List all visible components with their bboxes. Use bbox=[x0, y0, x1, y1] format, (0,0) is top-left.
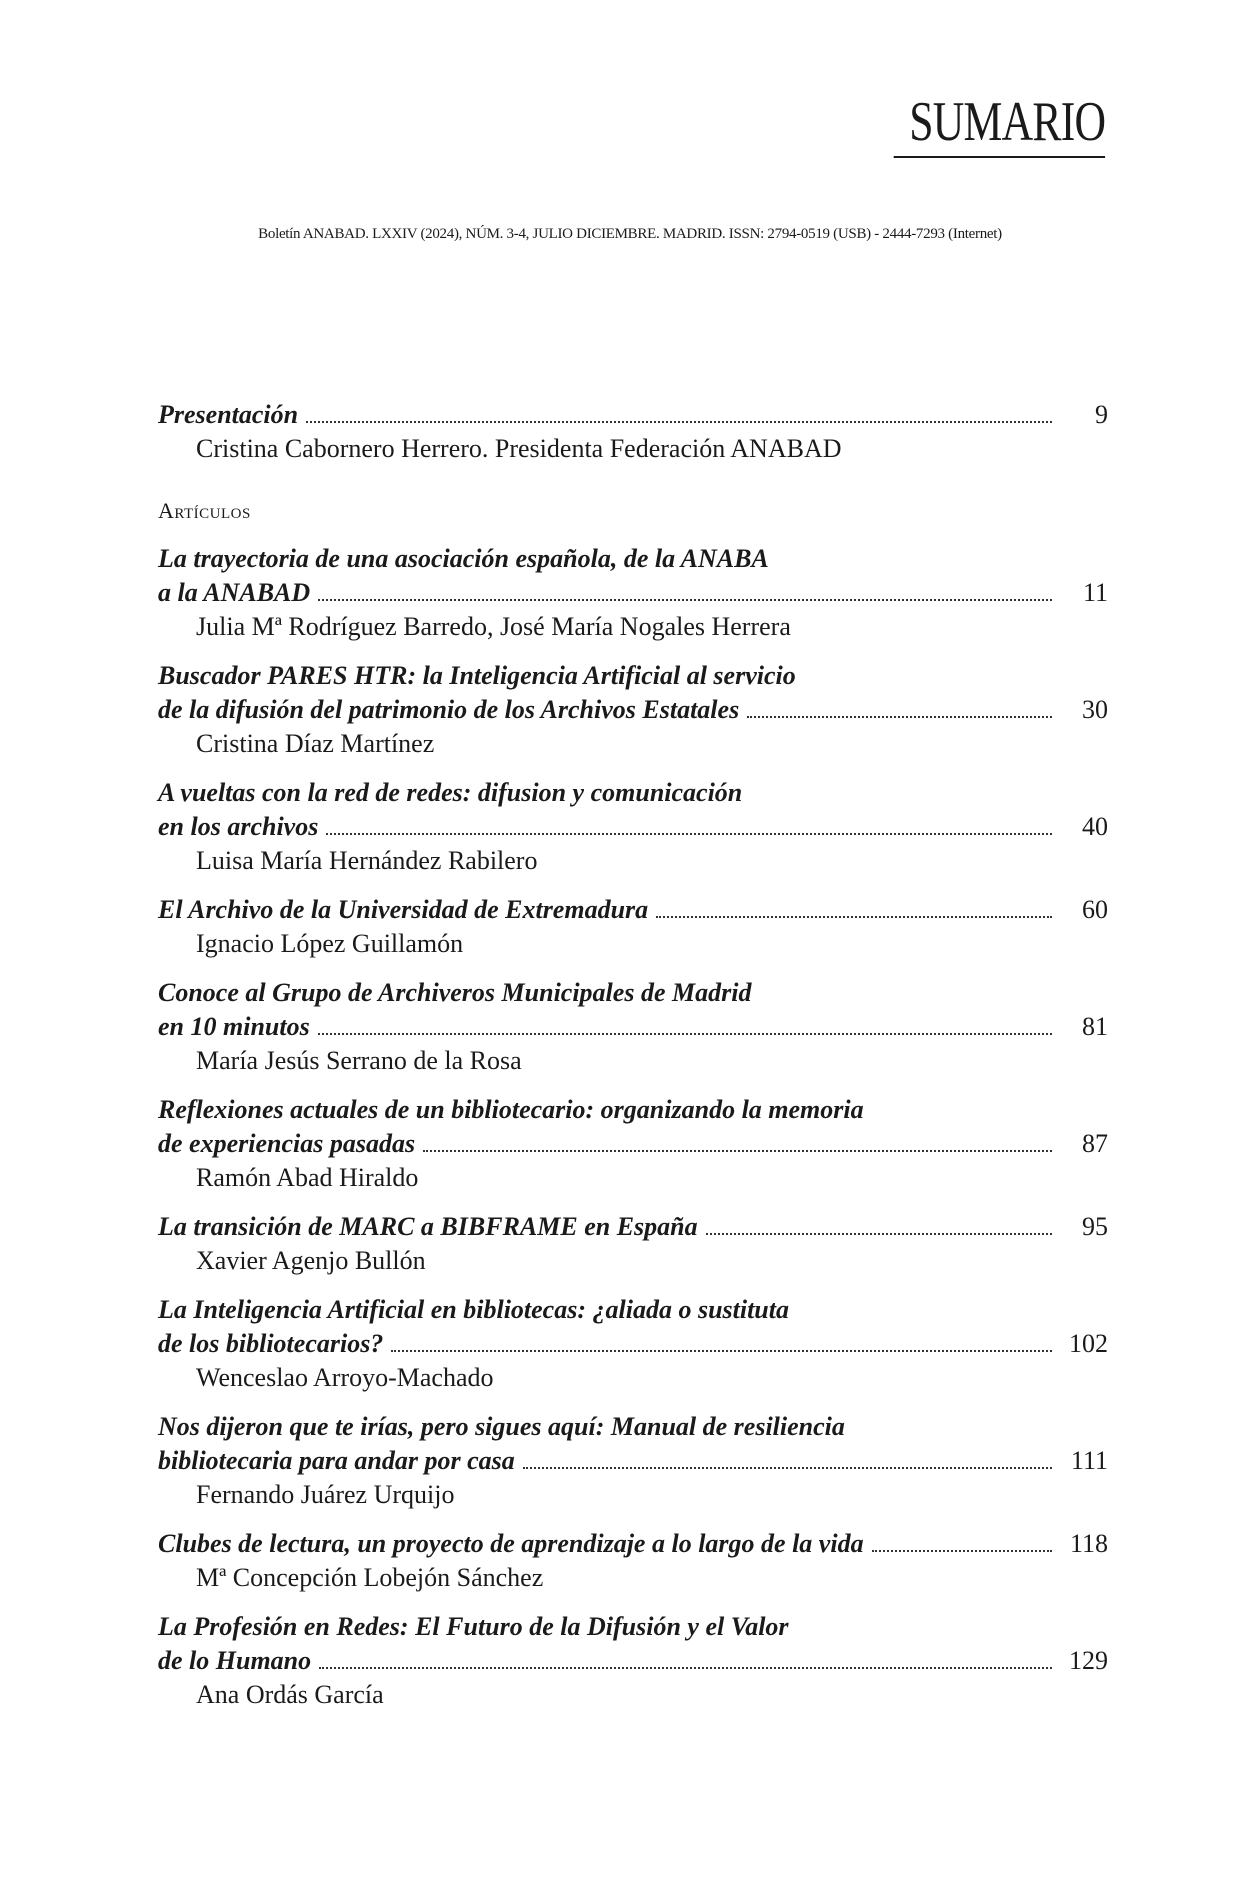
dot-leader bbox=[319, 1645, 1052, 1669]
page-number: 111 bbox=[1070, 1446, 1108, 1475]
entry-author: Ramón Abad Hiraldo bbox=[196, 1163, 419, 1192]
page-title: SUMARIO bbox=[893, 92, 1105, 158]
dot-leader bbox=[306, 399, 1052, 423]
entry-title-line: La transición de MARC a BIBFRAME en España bbox=[158, 1212, 698, 1241]
page-number: 9 bbox=[1095, 400, 1108, 429]
entry-title-row bbox=[158, 810, 1108, 844]
toc-entry[interactable] bbox=[158, 542, 1108, 644]
entry-title-line: La trayectoria de una asociación española, de la ANABA bbox=[158, 544, 769, 573]
entry-title-row bbox=[158, 893, 1108, 927]
dot-leader bbox=[326, 811, 1052, 835]
entry-title-line: La Inteligencia Artificial en bibliotecas: ¿aliada o sustituta bbox=[158, 1295, 789, 1324]
page-number: 129 bbox=[1069, 1646, 1108, 1675]
toc-entry[interactable] bbox=[158, 776, 1108, 878]
entry-title-line: El Archivo de la Universidad de Extremadura bbox=[158, 895, 649, 924]
toc-entry[interactable] bbox=[158, 893, 1108, 961]
page-number: 118 bbox=[1069, 1529, 1108, 1558]
page-number: 81 bbox=[1082, 1012, 1108, 1041]
page-number: 30 bbox=[1082, 695, 1108, 724]
dot-leader bbox=[656, 894, 1052, 918]
page-number: 60 bbox=[1082, 895, 1108, 924]
toc-entry[interactable] bbox=[158, 1293, 1108, 1395]
dot-leader bbox=[423, 1128, 1052, 1152]
entry-author: Wenceslao Arroyo-Machado bbox=[196, 1363, 494, 1392]
journal-meta: Boletín ANABAD. LXXIV (2024), NÚM. 3-4, JULIO DICIEMBRE. MADRID. ISSN: 2794-0519 (USB) - 2444-7293 (Internet) bbox=[258, 226, 1002, 242]
toc-entry[interactable] bbox=[158, 1093, 1108, 1195]
entry-author: Luisa María Hernández Rabilero bbox=[196, 846, 538, 875]
entry-title-line: Clubes de lectura, un proyecto de aprendizaje a lo largo de la vida bbox=[158, 1529, 864, 1558]
entry-title-row bbox=[158, 1010, 1108, 1044]
toc-entry-presentacion[interactable] bbox=[158, 398, 1108, 466]
entry-author: Xavier Agenjo Bullón bbox=[196, 1246, 426, 1275]
entry-title-row bbox=[158, 1444, 1108, 1478]
entry-author: María Jesús Serrano de la Rosa bbox=[196, 1046, 522, 1075]
entry-title-line: Buscador PARES HTR: la Inteligencia Artificial al servicio bbox=[158, 661, 796, 690]
entry-title-line: A vueltas con la red de redes: difusion y comunicación bbox=[158, 778, 743, 807]
dot-leader bbox=[747, 694, 1052, 718]
page-number: 87 bbox=[1082, 1129, 1108, 1158]
entry-title-row bbox=[158, 398, 1108, 432]
dot-leader bbox=[391, 1328, 1052, 1352]
entry-title-line: de los bibliotecarios? bbox=[158, 1329, 384, 1358]
entry-author: Mª Concepción Lobejón Sánchez bbox=[196, 1563, 544, 1592]
entry-title-line: de experiencias pasadas bbox=[158, 1129, 416, 1158]
entry-title-line: de lo Humano bbox=[158, 1646, 312, 1675]
toc-entry[interactable] bbox=[158, 976, 1108, 1078]
entry-title-line: a la ANABAD bbox=[158, 578, 311, 607]
entry-title-line: Nos dijeron que te irías, pero sigues aquí: Manual de resiliencia bbox=[158, 1412, 845, 1441]
toc-entry[interactable] bbox=[158, 1210, 1108, 1278]
page-number: 11 bbox=[1082, 578, 1108, 607]
entry-title-row bbox=[158, 576, 1108, 610]
toc-entry[interactable] bbox=[158, 1410, 1108, 1512]
entry-title-line: en los archivos bbox=[158, 812, 319, 841]
entry-title-line: Conoce al Grupo de Archiveros Municipales de Madrid bbox=[158, 978, 752, 1007]
entry-title-line: en 10 minutos bbox=[158, 1012, 310, 1041]
toc-entry[interactable] bbox=[158, 1527, 1108, 1595]
entry-title-line: La Profesión en Redes: El Futuro de la Difusión y el Valor bbox=[158, 1612, 789, 1641]
section-heading-articulos: Artículos bbox=[158, 498, 251, 523]
dot-leader bbox=[706, 1211, 1052, 1235]
page-number: 102 bbox=[1069, 1329, 1108, 1358]
entry-author: Cristina Cabornero Herrero. Presidenta Federación ANABAD bbox=[196, 434, 842, 463]
dot-leader bbox=[318, 577, 1052, 601]
entry-title-line: Presentación bbox=[158, 400, 299, 429]
dot-leader bbox=[872, 1528, 1052, 1552]
entry-title-line: bibliotecaria para andar por casa bbox=[158, 1446, 515, 1475]
page-number: 40 bbox=[1082, 812, 1108, 841]
toc-entry[interactable] bbox=[158, 1610, 1108, 1712]
entry-title-line: de la difusión del patrimonio de los Archivos Estatales bbox=[158, 695, 740, 724]
entry-author: Fernando Juárez Urquijo bbox=[196, 1480, 455, 1509]
dot-leader bbox=[523, 1445, 1052, 1469]
table-of-contents bbox=[158, 398, 1108, 1727]
entry-title-line: Reflexiones actuales de un bibliotecario: organizando la memoria bbox=[158, 1095, 864, 1124]
entry-title-row bbox=[158, 1644, 1108, 1678]
entry-author: Cristina Díaz Martínez bbox=[196, 729, 435, 758]
entry-title-row bbox=[158, 1527, 1108, 1561]
toc-entry[interactable] bbox=[158, 659, 1108, 761]
entry-author: Ignacio López Guillamón bbox=[196, 929, 464, 958]
entry-title-row bbox=[158, 1327, 1108, 1361]
dot-leader bbox=[318, 1011, 1052, 1035]
entry-title-row bbox=[158, 1210, 1108, 1244]
entry-title-row bbox=[158, 693, 1108, 727]
entry-author: Julia Mª Rodríguez Barredo, José María Nogales Herrera bbox=[196, 612, 791, 641]
entry-title-row bbox=[158, 1127, 1108, 1161]
page-number: 95 bbox=[1082, 1212, 1108, 1241]
entry-author: Ana Ordás García bbox=[196, 1680, 384, 1709]
